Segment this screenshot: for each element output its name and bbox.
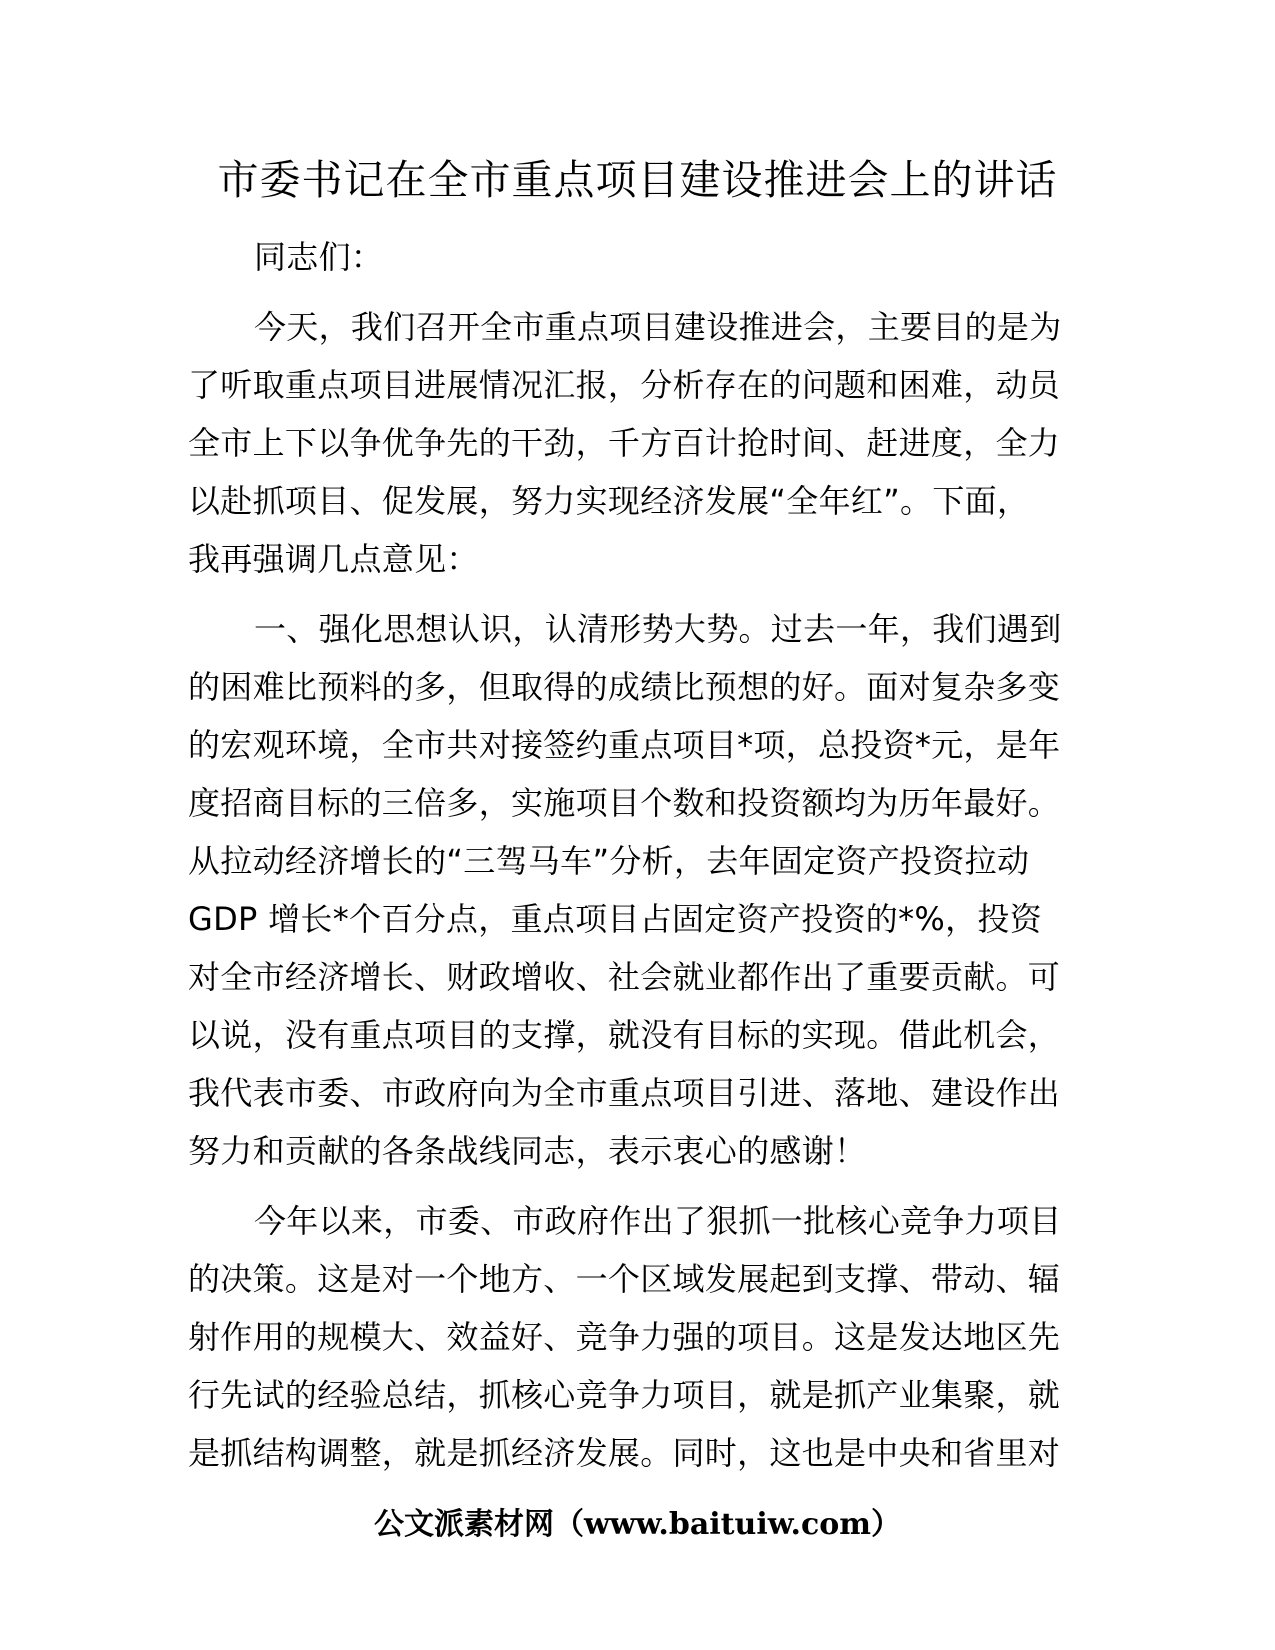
section-one-paragraph (188, 600, 1088, 1180)
salutation-paragraph (188, 228, 1088, 286)
paragraph-line: 全市上下以争优争先的干劲，千方百计抢时间、赶进度，全力 (188, 424, 1061, 462)
paragraph-line: 我再强调几点意见： (188, 540, 479, 578)
document-title: 市委书记在全市重点项目建设推进会上的讲话 (217, 156, 1058, 204)
paragraph-line: 从拉动经济增长的“三驾马车”分析，去年固定资产投资拉动 (188, 842, 1030, 880)
paragraph-line: 行先试的经验总结，抓核心竞争力项目，就是抓产业集聚，就 (188, 1376, 1061, 1414)
paragraph-line: 的决策。这是对一个地方、一个区域发展起到支撑、带动、辐 (188, 1260, 1061, 1298)
paragraph-line: 射作用的规模大、效益好、竞争力强的项目。这是发达地区先 (188, 1318, 1061, 1356)
intro-paragraph (188, 298, 1088, 588)
paragraph-line: 了听取重点项目进展情况汇报，分析存在的问题和困难，动员 (188, 366, 1061, 404)
paragraph-line: 一、强化思想认识，认清形势大势。过去一年，我们遇到 (254, 610, 1062, 648)
paragraph-line: 今年以来，市委、市政府作出了狠抓一批核心竞争力项目 (254, 1202, 1062, 1240)
paragraph-line: 以说，没有重点项目的支撑，就没有目标的实现。借此机会， (188, 1016, 1061, 1054)
body-paragraph (188, 1192, 1088, 1482)
paragraph-line: 今天，我们召开全市重点项目建设推进会，主要目的是为 (254, 308, 1062, 346)
paragraph-line: GDP 增长*个百分点，重点项目占固定资产投资的*%，投资 (188, 900, 1043, 938)
paragraph-line: 的困难比预料的多，但取得的成绩比预想的好。面对复杂多变 (188, 668, 1061, 706)
paragraph-line: 同志们： (254, 238, 384, 276)
paragraph-line: 以赴抓项目、促发展，努力实现经济发展“全年红”。下面， (188, 482, 1030, 520)
source-footer: 公文派素材网（www.baituiw.com） (373, 1507, 902, 1542)
paragraph-line: 对全市经济增长、财政增收、社会就业都作出了重要贡献。可 (188, 958, 1061, 996)
paragraph-line: 努力和贡献的各条战线同志，表示衷心的感谢！ (188, 1132, 867, 1170)
document-body (188, 228, 1088, 1494)
paragraph-line: 我代表市委、市政府向为全市重点项目引进、落地、建设作出 (188, 1074, 1061, 1112)
paragraph-line: 度招商目标的三倍多，实施项目个数和投资额均为历年最好。 (188, 784, 1061, 822)
paragraph-line: 是抓结构调整，就是抓经济发展。同时，这也是中央和省里对 (188, 1434, 1061, 1472)
paragraph-line: 的宏观环境，全市共对接签约重点项目*项，总投资*元，是年 (188, 726, 1061, 764)
